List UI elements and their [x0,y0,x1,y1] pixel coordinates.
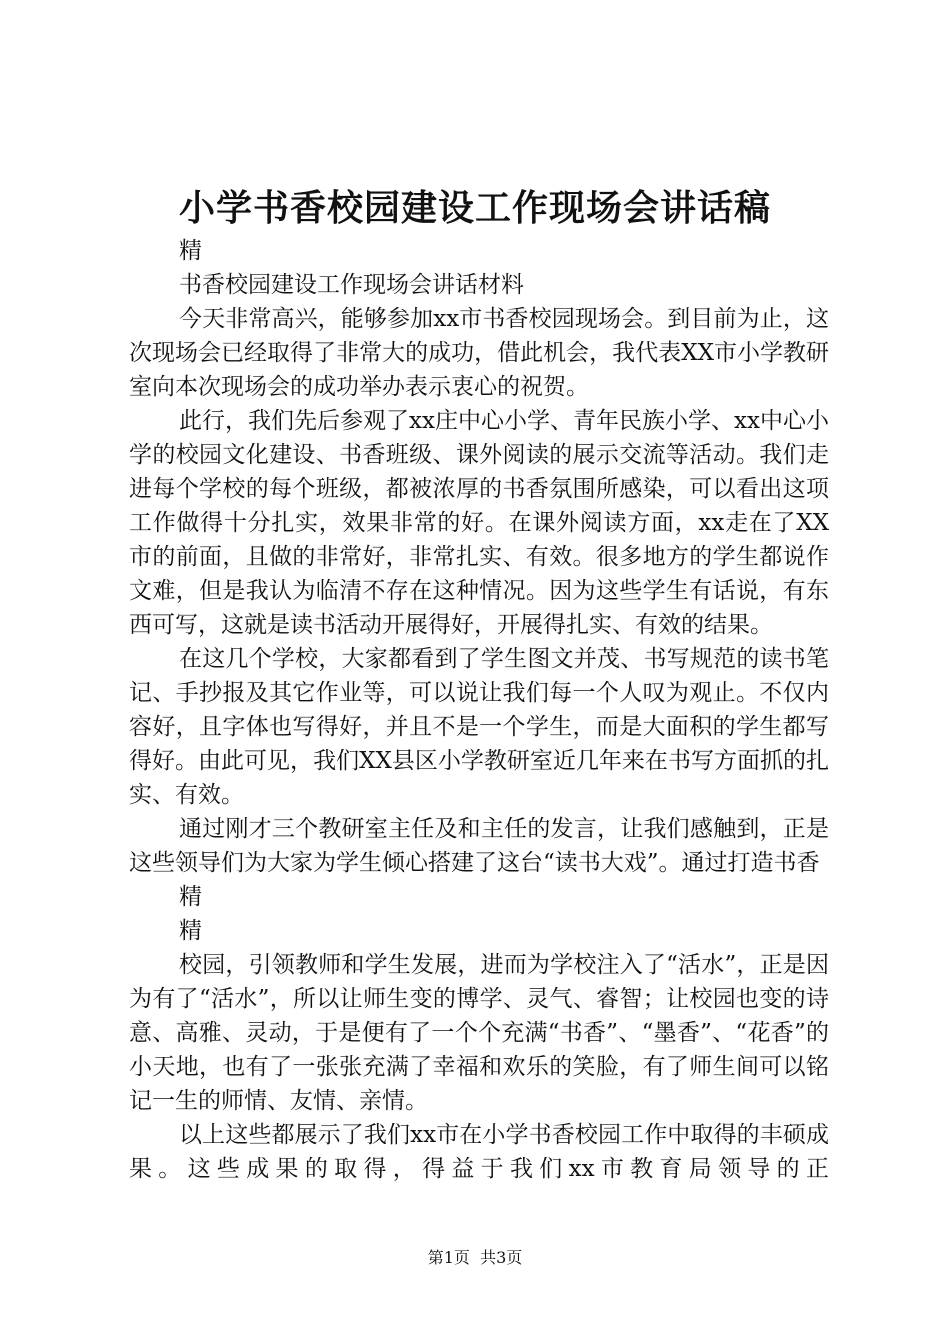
document-title: 小学书香校园建设工作现场会讲话稿 [178,187,771,229]
paragraph-marker: 精 [179,238,202,264]
paragraph-marker: 精 [179,918,202,944]
paragraph-subtitle: 书香校园建设工作现场会讲话材料 [179,272,524,298]
paragraph-schools: 在这几个学校，大家都看到了学生图文并茂、书写规范的读书笔记、手抄报及其它作业等，可以说让我们每一个人叹为观止。不仅内容好，且字体也写得好，并且不是一个学生，而是大面积的学生都写得好。由此可见，我们XX县区小学教研室近几年来在书写方面抓的扎实、有效。 [129,646,829,808]
page-total: 共3页 [480,1248,523,1267]
paragraph-achievements: 以上这些都展示了我们xx市在小学书香校园工作中取得的丰硕成果。这些成果的取得，得益于我们xx市教育局领导的正 [129,1122,829,1182]
paragraph-campus: 校园，引领教师和学生发展，进而为学校注入了“活水”，正是因为有了“活水”，所以让师生变的博学、灵气、睿智；让校园也变的诗意、高雅、灵动，于是便有了一个个充满“书香”、“墨香”、“花香”的小天地，也有了一张张充满了幸福和欢乐的笑脸，有了师生间可以铭记一生的师情、友情、亲情。 [129,952,829,1114]
paragraph-speeches: 通过刚才三个教研室主任及和主任的发言，让我们感触到，正是这些领导们为大家为学生倾心搭建了这台“读书大戏”。通过打造书香 [129,816,829,876]
paragraph-visit: 此行，我们先后参观了xx庄中心小学、青年民族小学、xx中心小学的校园文化建设、书香班级、课外阅读的展示交流等活动。我们走进每个学校的每个班级，都被浓厚的书香氛围所感染，可以看出这项工作做得十分扎实，效果非常的好。在课外阅读方面，xx走在了XX市的前面，且做的非常好，非常扎实、有效。很多地方的学生都说作文难，但是我认为临清不存在这种情况。因为这些学生有话说，有东西可写，这就是读书活动开展得好，开展得扎实、有效的结果。 [129,408,829,638]
document-body [129,234,829,1186]
page-footer [0,1247,950,1269]
paragraph-opening: 今天非常高兴，能够参加xx市书香校园现场会。到目前为止，这次现场会已经取得了非常大的成功，借此机会，我代表XX市小学教研室向本次现场会的成功举办表示衷心的祝贺。 [129,306,829,400]
page-number: 第1页 [427,1248,470,1267]
paragraph-marker: 精 [179,884,202,910]
